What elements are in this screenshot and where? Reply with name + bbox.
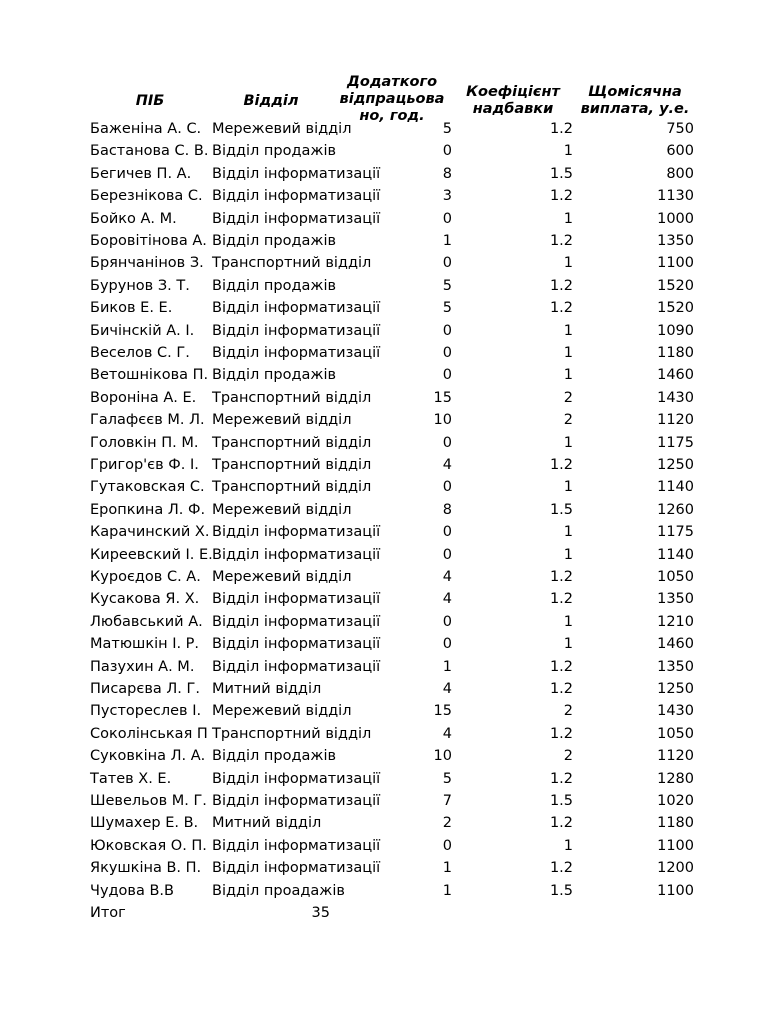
cell-name: Татев Х. Е. [90,771,172,787]
header-department-text: Відділ [243,93,299,109]
cell-coefficient: 1.5 [549,793,573,809]
cell-monthly-pay: 1350 [657,591,694,607]
cell-department: Відділ інформатизації [212,300,381,316]
cell-name: Гутаковская С. [90,479,205,495]
table-row [90,185,696,207]
cell-name: Вороніна А. Е. [90,390,197,406]
cell-department: Відділ інформатизації [212,860,381,876]
cell-name: Шевельов М. Г. [90,793,207,809]
cell-name: Киреевский І. Е. [90,547,213,563]
cell-extra-hours: 15 [433,390,452,406]
cell-extra-hours: 1 [442,860,452,876]
cell-name: Матюшкін І. Р. [90,636,200,652]
cell-coefficient: 1 [563,479,573,495]
cell-extra-hours: 5 [442,278,452,294]
cell-coefficient: 1.2 [549,188,573,204]
cell-name: Веселов С. Г. [90,345,190,361]
cell-coefficient: 1 [563,435,573,451]
header-extra-hours [330,74,454,125]
cell-name: Пазухин А. М. [90,659,195,675]
cell-department: Відділ продажів [212,143,337,159]
cell-extra-hours: 1 [442,883,452,899]
cell-department: Відділ інформатизації [212,793,381,809]
cell-monthly-pay: 1280 [657,771,694,787]
table-row [90,678,696,700]
cell-extra-hours: 3 [442,188,452,204]
cell-name: Суковкіна Л. А. [90,748,206,764]
table-row [90,476,696,498]
cell-coefficient: 1.5 [549,502,573,518]
cell-department: Відділ інформатизації [212,323,381,339]
cell-coefficient: 1 [563,345,573,361]
cell-coefficient: 1.2 [549,569,573,585]
cell-name: Чудова В.В [90,883,174,899]
cell-extra-hours: 4 [442,457,452,473]
cell-monthly-pay: 1175 [657,524,694,540]
table-row [90,812,696,834]
cell-extra-hours: 5 [442,121,452,137]
cell-monthly-pay: 1100 [657,838,694,854]
cell-extra-hours: 0 [442,838,452,854]
cell-extra-hours: 5 [442,771,452,787]
table-row [90,499,696,521]
cell-coefficient: 1.2 [549,457,573,473]
cell-monthly-pay: 1050 [657,726,694,742]
cell-name: Бурунов З. Т. [90,278,190,294]
cell-extra-hours: 0 [442,524,452,540]
cell-extra-hours: 15 [433,703,452,719]
table-row [90,320,696,342]
header-name [90,93,210,110]
cell-coefficient: 1 [563,323,573,339]
cell-coefficient: 1 [563,143,573,159]
cell-coefficient: 1.2 [549,591,573,607]
cell-coefficient: 2 [563,412,573,428]
table-row [90,275,696,297]
cell-name: Куроєдов С. А. [90,569,201,585]
cell-name: Бичінскій А. І. [90,323,195,339]
cell-department: Транспортний відділ [212,457,372,473]
cell-name: Еропкина Л. Ф. [90,502,206,518]
cell-department: Відділ інформатизації [212,524,381,540]
cell-name: Галафєєв М. Л. [90,412,205,428]
cell-name: Писарєва Л. Г. [90,681,200,697]
cell-name: Березнікова С. [90,188,203,204]
table-row [90,252,696,274]
cell-coefficient: 2 [563,748,573,764]
cell-coefficient: 1.2 [549,121,573,137]
cell-name: Головкін П. М. [90,435,199,451]
cell-department: Транспортний відділ [212,726,372,742]
cell-monthly-pay: 800 [666,166,694,182]
cell-extra-hours: 10 [433,748,452,764]
table-row [90,230,696,252]
cell-extra-hours: 0 [442,479,452,495]
cell-department: Мережевий відділ [212,121,352,137]
cell-department: Мережевий відділ [212,703,352,719]
table-row [90,835,696,857]
cell-monthly-pay: 1120 [657,412,694,428]
total-row [90,902,696,924]
cell-monthly-pay: 1120 [657,748,694,764]
cell-monthly-pay: 1100 [657,883,694,899]
cell-department: Відділ інформатизації [212,614,381,630]
cell-extra-hours: 2 [442,815,452,831]
cell-name: Бегичев П. А. [90,166,192,182]
cell-department: Відділ проадажів [212,883,345,899]
cell-extra-hours: 0 [442,323,452,339]
cell-monthly-pay: 1100 [657,255,694,271]
cell-monthly-pay: 1140 [657,547,694,563]
cell-extra-hours: 0 [442,636,452,652]
table-row [90,297,696,319]
cell-coefficient: 1.2 [549,860,573,876]
cell-monthly-pay: 1175 [657,435,694,451]
cell-coefficient: 1.5 [549,883,573,899]
cell-department: Відділ інформатизації [212,659,381,675]
cell-department: Митний відділ [212,815,322,831]
cell-department: Відділ продажів [212,367,337,383]
cell-monthly-pay: 1520 [657,300,694,316]
table-row [90,342,696,364]
header-name-text: ПІБ [135,93,165,109]
table-row [90,768,696,790]
table-row [90,409,696,431]
cell-monthly-pay: 1140 [657,479,694,495]
cell-name: Любавський А. [90,614,203,630]
cell-department: Відділ інформатизації [212,166,381,182]
header-pay-line2: виплата, у.е. [580,101,690,117]
cell-department: Мережевий відділ [212,569,352,585]
cell-monthly-pay: 1210 [657,614,694,630]
cell-department: Відділ інформатизації [212,838,381,854]
cell-extra-hours: 4 [442,569,452,585]
table-row [90,723,696,745]
cell-monthly-pay: 1430 [657,703,694,719]
cell-coefficient: 1.2 [549,771,573,787]
cell-extra-hours: 1 [442,233,452,249]
table-row [90,745,696,767]
cell-coefficient: 1 [563,547,573,563]
cell-monthly-pay: 1460 [657,367,694,383]
cell-name: Шумахер Е. В. [90,815,199,831]
cell-coefficient: 1.2 [549,278,573,294]
table-row [90,790,696,812]
cell-extra-hours: 5 [442,300,452,316]
cell-department: Відділ інформатизації [212,188,381,204]
cell-coefficient: 2 [563,390,573,406]
cell-extra-hours: 7 [442,793,452,809]
cell-monthly-pay: 1350 [657,659,694,675]
cell-department: Транспортний відділ [212,479,372,495]
cell-extra-hours: 0 [442,211,452,227]
cell-department: Мережевий відділ [212,412,352,428]
cell-monthly-pay: 750 [666,121,694,137]
cell-monthly-pay: 1250 [657,457,694,473]
header-coef-line2: надбавки [472,101,554,117]
cell-coefficient: 1 [563,524,573,540]
header-coef-line1: Коефіцієнт [466,84,560,100]
table-row [90,163,696,185]
cell-monthly-pay: 1200 [657,860,694,876]
cell-extra-hours: 0 [442,614,452,630]
cell-extra-hours: 0 [442,547,452,563]
cell-name: Юковская О. П. [90,838,207,854]
cell-name: Бастанова С. В. [90,143,209,159]
cell-coefficient: 1.2 [549,815,573,831]
cell-name: Соколінськая П [90,726,208,742]
header-pay-line1: Щомісячна [588,84,682,100]
cell-department: Мережевий відділ [212,502,352,518]
table-row [90,857,696,879]
table-row [90,140,696,162]
spreadsheet [90,72,696,921]
cell-monthly-pay: 1090 [657,323,694,339]
cell-extra-hours: 0 [442,345,452,361]
table-row [90,633,696,655]
cell-name: Биков Е. Е. [90,300,173,316]
cell-name: Бойко А. М. [90,211,177,227]
table-row [90,387,696,409]
cell-coefficient: 2 [563,703,573,719]
header-monthly-pay [574,84,696,118]
cell-extra-hours: 0 [442,143,452,159]
cell-department: Митний відділ [212,681,322,697]
cell-monthly-pay: 1180 [657,345,694,361]
cell-coefficient: 1 [563,614,573,630]
cell-extra-hours: 4 [442,726,452,742]
cell-coefficient: 1 [563,636,573,652]
header-department [212,93,330,110]
cell-extra-hours: 8 [442,502,452,518]
cell-coefficient: 1 [563,367,573,383]
cell-name: Карачинский Х. [90,524,210,540]
cell-department: Відділ інформатизації [212,345,381,361]
cell-name: Брянчанінов З. [90,255,204,271]
cell-name: Боровітінова А. [90,233,207,249]
cell-extra-hours: 4 [442,591,452,607]
table-row [90,656,696,678]
cell-monthly-pay: 1250 [657,681,694,697]
cell-coefficient: 1 [563,255,573,271]
cell-coefficient: 1.2 [549,659,573,675]
cell-name: Баженіна А. С. [90,121,202,137]
cell-monthly-pay: 1050 [657,569,694,585]
cell-monthly-pay: 1520 [657,278,694,294]
cell-department: Відділ інформатизації [212,636,381,652]
cell-monthly-pay: 600 [666,143,694,159]
table-row [90,611,696,633]
cell-department: Відділ продажів [212,278,337,294]
cell-name: Якушкіна В. П. [90,860,202,876]
cell-name: Григор'єв Ф. І. [90,457,199,473]
cell-name: Пустореслев І. [90,703,202,719]
cell-department: Транспортний відділ [212,390,372,406]
header-coefficient [452,84,574,118]
header-extra-line2: відпрацьова [339,91,445,107]
total-label: Итог [90,905,126,921]
header-extra-line1: Додаткого [346,74,438,90]
cell-name: Ветошнікова П. [90,367,209,383]
cell-extra-hours: 0 [442,435,452,451]
header-extra-line3: но, год. [359,108,425,124]
cell-department: Відділ продажів [212,233,337,249]
cell-extra-hours: 0 [442,255,452,271]
cell-department: Транспортний відділ [212,255,372,271]
cell-department: Відділ інформатизації [212,591,381,607]
table-row [90,588,696,610]
cell-monthly-pay: 1350 [657,233,694,249]
cell-extra-hours: 10 [433,412,452,428]
cell-department: Транспортний відділ [212,435,372,451]
cell-coefficient: 1.2 [549,681,573,697]
table-row [90,364,696,386]
cell-monthly-pay: 1000 [657,211,694,227]
cell-monthly-pay: 1020 [657,793,694,809]
table-row [90,521,696,543]
table-row [90,544,696,566]
cell-monthly-pay: 1180 [657,815,694,831]
total-value: 35 [311,905,330,921]
cell-monthly-pay: 1130 [657,188,694,204]
table-row [90,432,696,454]
cell-coefficient: 1.2 [549,726,573,742]
cell-monthly-pay: 1430 [657,390,694,406]
cell-coefficient: 1.2 [549,300,573,316]
table-row [90,208,696,230]
table-row [90,454,696,476]
cell-department: Відділ продажів [212,748,337,764]
cell-coefficient: 1.5 [549,166,573,182]
cell-name: Кусакова Я. Х. [90,591,200,607]
cell-monthly-pay: 1260 [657,502,694,518]
cell-coefficient: 1.2 [549,233,573,249]
cell-department: Відділ інформатизації [212,547,381,563]
table-row [90,566,696,588]
cell-department: Відділ інформатизації [212,211,381,227]
cell-extra-hours: 4 [442,681,452,697]
cell-coefficient: 1 [563,838,573,854]
table-row [90,880,696,902]
cell-extra-hours: 0 [442,367,452,383]
cell-monthly-pay: 1460 [657,636,694,652]
table-row [90,700,696,722]
cell-extra-hours: 8 [442,166,452,182]
cell-extra-hours: 1 [442,659,452,675]
cell-coefficient: 1 [563,211,573,227]
cell-department: Відділ інформатизації [212,771,381,787]
